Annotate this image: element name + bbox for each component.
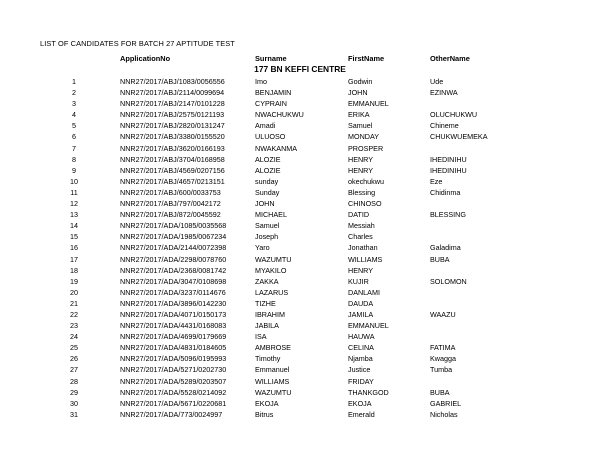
table-row (0, 265, 600, 276)
surname-cell: ISA (255, 332, 267, 342)
row-number: 29 (70, 387, 78, 397)
row-number: 5 (72, 121, 76, 131)
row-number: 15 (70, 232, 78, 242)
application-no-cell: NNR27/2017/ADA/5271/0202730 (120, 365, 227, 375)
application-no-cell: NNR27/2017/ABJ/2575/0121193 (120, 110, 225, 120)
row-number: 25 (70, 343, 78, 353)
other-name-cell: BLESSING (430, 210, 466, 220)
surname-cell: Imo (255, 77, 267, 86)
row-number: 11 (70, 187, 78, 197)
row-number: 17 (70, 254, 78, 264)
application-no-cell: NNR27/2017/ABJ/2147/0101228 (120, 99, 225, 109)
application-no-cell: NNR27/2017/ADA/3047/0108698 (120, 276, 227, 286)
application-no-cell: NNR27/2017/ADA/2368/0081742 (120, 265, 227, 275)
centre-heading: 177 BN KEFFI CENTRE (254, 64, 346, 74)
row-number: 14 (70, 221, 78, 231)
first-name-cell: Charles (348, 232, 373, 242)
table-row (0, 187, 600, 198)
surname-cell: AMBROSE (255, 343, 291, 353)
document-title: LIST OF CANDIDATES FOR BATCH 27 APTITUDE TEST (40, 39, 235, 48)
table-row (0, 131, 600, 142)
first-name-cell: MONDAY (348, 132, 380, 142)
row-number: 7 (72, 143, 76, 153)
row-number: 8 (72, 154, 76, 164)
application-no-cell: NNR27/2017/ADA/1985/0067234 (120, 232, 227, 242)
first-name-cell: JOHN (348, 88, 368, 98)
surname-cell: LAZARUS (255, 287, 289, 297)
application-no-cell: NNR27/2017/ADA/5528/0214092 (120, 387, 227, 397)
table-row (0, 76, 600, 87)
application-no-cell: NNR27/2017/ADA/3896/0142230 (120, 298, 227, 308)
first-name-cell: HENRY (348, 154, 374, 164)
table-row (0, 409, 600, 420)
surname-cell: Samuel (255, 221, 280, 231)
row-number: 18 (70, 265, 78, 275)
first-name-cell: okechukwu (348, 176, 384, 186)
table-row (0, 143, 600, 154)
surname-cell: CYPRAIN (255, 99, 287, 109)
table-row (0, 176, 600, 187)
surname-cell: JOHN (255, 199, 275, 209)
row-number: 12 (70, 199, 78, 209)
first-name-cell: JAMILA (348, 309, 374, 319)
first-name-cell: Blessing (348, 187, 376, 197)
header-other-name: OtherName (430, 54, 470, 63)
application-no-cell: NNR27/2017/ABJ/872/0045592 (120, 210, 221, 220)
surname-cell: Yaro (255, 243, 270, 253)
first-name-cell: Messiah (348, 221, 375, 231)
surname-cell: Timothy (255, 354, 281, 364)
application-no-cell: NNR27/2017/ADA/4431/0168083 (120, 321, 227, 331)
first-name-cell: HENRY (348, 265, 374, 275)
application-no-cell: NNR27/2017/ADA/2298/0078760 (120, 254, 227, 264)
application-no-cell: NNR27/2017/ADA/1085/0035568 (120, 221, 227, 231)
other-name-cell: OLUCHUKWU (430, 110, 478, 120)
table-row (0, 387, 600, 398)
table-row (0, 309, 600, 320)
other-name-cell: FATIMA (430, 343, 456, 353)
other-name-cell: WAAZU (430, 309, 456, 319)
other-name-cell: IHEDINIHU (430, 165, 467, 175)
application-no-cell: NNR27/2017/ADA/5289/0203507 (120, 376, 227, 386)
row-number: 3 (72, 99, 76, 109)
surname-cell: sunday (255, 176, 279, 186)
table-row (0, 198, 600, 209)
row-number: 2 (72, 88, 76, 98)
other-name-cell: Chidinma (430, 187, 461, 197)
table-row (0, 276, 600, 287)
surname-cell: JABILA (255, 321, 279, 331)
row-number: 24 (70, 332, 78, 342)
other-name-cell: BUBA (430, 254, 450, 264)
row-number: 20 (70, 287, 78, 297)
application-no-cell: NNR27/2017/ADA/4071/0150173 (120, 309, 227, 319)
first-name-cell: FRIDAY (348, 376, 374, 386)
first-name-cell: Justice (348, 365, 371, 375)
surname-cell: NWACHUKWU (255, 110, 304, 120)
surname-cell: WAZUMTU (255, 387, 292, 397)
application-no-cell: NNR27/2017/ADA/3237/0114676 (120, 287, 226, 297)
row-number: 28 (70, 376, 78, 386)
first-name-cell: KUJIR (348, 276, 369, 286)
candidate-table (0, 76, 600, 420)
table-row (0, 331, 600, 342)
table-row (0, 220, 600, 231)
application-no-cell: NNR27/2017/ADA/4831/0184605 (120, 343, 227, 353)
application-no-cell: NNR27/2017/ABJ/4657/0213151 (120, 176, 225, 186)
other-name-cell: IHEDINIHU (430, 154, 467, 164)
header-surname: Surname (255, 54, 287, 63)
row-number: 31 (70, 409, 78, 419)
table-row (0, 242, 600, 253)
table-row (0, 109, 600, 120)
row-number: 4 (72, 110, 76, 120)
first-name-cell: DANLAMI (348, 287, 380, 297)
surname-cell: NWAKANMA (255, 143, 298, 153)
first-name-cell: Godwin (348, 77, 373, 86)
first-name-cell: HAUWA (348, 332, 375, 342)
application-no-cell: NNR27/2017/ABJ/797/0042172 (120, 199, 221, 209)
table-row (0, 87, 600, 98)
other-name-cell: Ude (430, 77, 444, 86)
row-number: 10 (70, 176, 78, 186)
surname-cell: MICHAEL (255, 210, 287, 220)
first-name-cell: ERIKA (348, 110, 370, 120)
surname-cell: ULUOSO (255, 132, 286, 142)
first-name-cell: CHINOSO (348, 199, 382, 209)
surname-cell: IBRAHIM (255, 309, 285, 319)
application-no-cell: NNR27/2017/ADA/5096/0195993 (120, 354, 227, 364)
first-name-cell: DATID (348, 210, 370, 220)
other-name-cell: Eze (430, 176, 443, 186)
surname-cell: Bitrus (255, 409, 274, 419)
application-no-cell: NNR27/2017/ADA/5671/0220681 (120, 398, 227, 408)
row-number: 27 (70, 365, 78, 375)
table-row (0, 231, 600, 242)
table-row (0, 209, 600, 220)
first-name-cell: EMMANUEL (348, 99, 389, 109)
row-number: 19 (70, 276, 78, 286)
table-row (0, 120, 600, 131)
surname-cell: WILLIAMS (255, 376, 290, 386)
first-name-cell: Njamba (348, 354, 373, 364)
other-name-cell: EZINWA (430, 88, 458, 98)
application-no-cell: NNR27/2017/ABJ/2820/0131247 (120, 121, 225, 131)
application-no-cell: NNR27/2017/ADA/773/0024997 (120, 409, 223, 419)
surname-cell: EKOJA (255, 398, 279, 408)
other-name-cell: BUBA (430, 387, 450, 397)
surname-cell: ALOZIE (255, 165, 281, 175)
row-number: 6 (72, 132, 76, 142)
header-application-no: ApplicationNo (120, 54, 171, 63)
row-number: 9 (72, 165, 76, 175)
other-name-cell: Kwagga (430, 354, 456, 364)
table-row (0, 165, 600, 176)
table-row (0, 298, 600, 309)
application-no-cell: NNR27/2017/ABJ/3704/0168958 (120, 154, 225, 164)
other-name-cell: Chineme (430, 121, 459, 131)
first-name-cell: Emerald (348, 409, 375, 419)
row-number: 30 (70, 398, 78, 408)
table-row (0, 353, 600, 364)
table-row (0, 364, 600, 375)
table-row (0, 254, 600, 265)
application-no-cell: NNR27/2017/ABJ/600/0033753 (120, 187, 221, 197)
surname-cell: Sunday (255, 187, 280, 197)
application-no-cell: NNR27/2017/ADA/2144/0072398 (120, 243, 227, 253)
surname-cell: Amadi (255, 121, 276, 131)
row-number: 22 (70, 309, 78, 319)
application-no-cell: NNR27/2017/ABJ/4569/0207156 (120, 165, 225, 175)
surname-cell: ALOZIE (255, 154, 281, 164)
row-number: 26 (70, 354, 78, 364)
first-name-cell: CELINA (348, 343, 374, 353)
first-name-cell: Jonathan (348, 243, 378, 253)
surname-cell: BENJAMIN (255, 88, 292, 98)
other-name-cell: SOLOMON (430, 276, 467, 286)
surname-cell: ZAKKA (255, 276, 279, 286)
first-name-cell: EKOJA (348, 398, 372, 408)
row-number: 16 (70, 243, 78, 253)
surname-cell: Joseph (255, 232, 279, 242)
surname-cell: WAZUMTU (255, 254, 292, 264)
row-number: 1 (72, 77, 76, 86)
table-row (0, 376, 600, 387)
surname-cell: Emmanuel (255, 365, 290, 375)
surname-cell: TIZHE (255, 298, 276, 308)
other-name-cell: Galadima (430, 243, 461, 253)
other-name-cell: GABRIEL (430, 398, 462, 408)
table-row (0, 320, 600, 331)
row-number: 23 (70, 321, 78, 331)
row-number: 13 (70, 210, 78, 220)
other-name-cell: CHUKWUEMEKA (430, 132, 488, 142)
table-row (0, 154, 600, 165)
application-no-cell: NNR27/2017/ADA/4699/0179669 (120, 332, 227, 342)
header-first-name: FirstName (348, 54, 385, 63)
first-name-cell: HENRY (348, 165, 374, 175)
first-name-cell: WILLIAMS (348, 254, 383, 264)
application-no-cell: NNR27/2017/ABJ/2114/0099694 (120, 88, 225, 98)
first-name-cell: PROSPER (348, 143, 384, 153)
table-row (0, 287, 600, 298)
application-no-cell: NNR27/2017/ABJ/1083/0056556 (120, 77, 225, 86)
first-name-cell: THANKGOD (348, 387, 389, 397)
first-name-cell: DAUDA (348, 298, 374, 308)
row-number: 21 (70, 298, 78, 308)
surname-cell: MYAKILO (255, 265, 287, 275)
other-name-cell: Nicholas (430, 409, 458, 419)
table-row (0, 98, 600, 109)
first-name-cell: EMMANUEL (348, 321, 389, 331)
first-name-cell: Samuel (348, 121, 373, 131)
table-row (0, 398, 600, 409)
table-row (0, 342, 600, 353)
application-no-cell: NNR27/2017/ABJ/3380/0155520 (120, 132, 225, 142)
application-no-cell: NNR27/2017/ABJ/3620/0166193 (120, 143, 225, 153)
other-name-cell: Tumba (430, 365, 453, 375)
